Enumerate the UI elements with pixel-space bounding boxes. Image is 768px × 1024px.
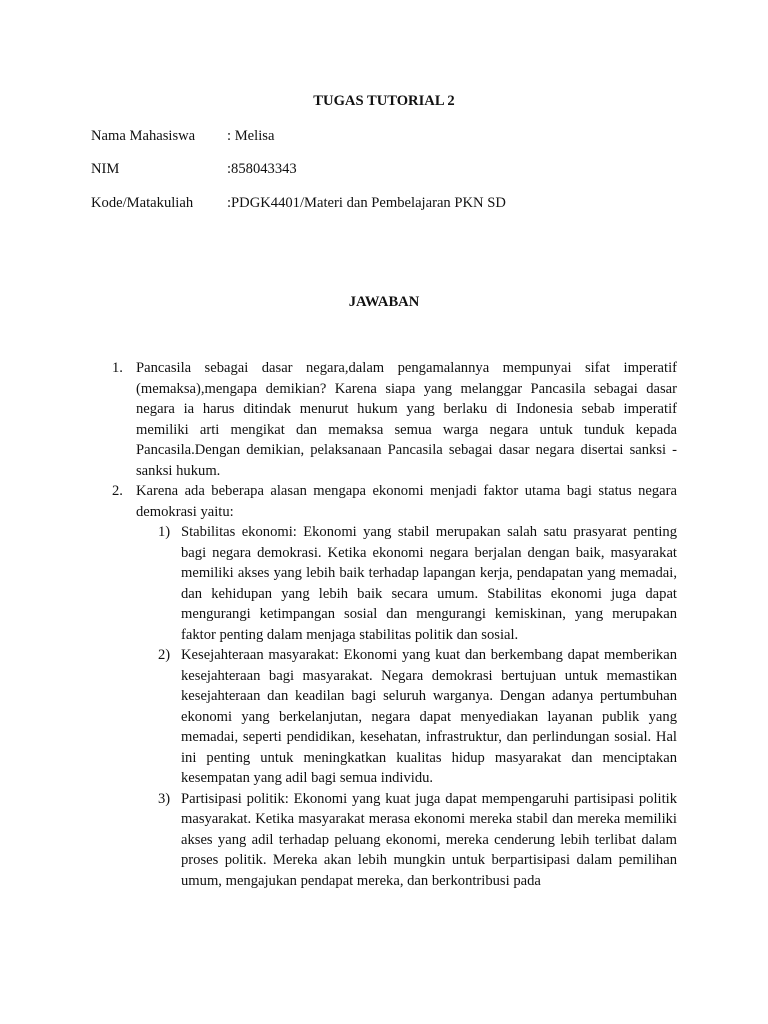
sub-answer-text: Partisipasi politik: Ekonomi yang kuat juga dapat mempengaruhi partisipasi politik masyarakat. Ketika masyarakat merasa ekonomi mereka stabil dan mereka memiliki akses yang adil terhadap peluang ekonomi, mereka cenderung lebih terlibat dalam proses politik. Mereka akan lebih mungkin untuk berpartisipasi dalam pemilihan umum, mengajukan pendapat mereka, dan berkontribusi pada: [181, 790, 677, 889]
info-row-kode: [91, 194, 506, 212]
info-row-nama: [91, 127, 274, 145]
answer-list: [112, 358, 677, 891]
sub-answer-list: [158, 522, 677, 891]
info-label-kode: Kode/Matakuliah: [91, 195, 194, 211]
info-value-nim: :858043343: [227, 161, 297, 177]
info-label-nim: NIM: [91, 161, 120, 177]
sub-answer-number: 1): [158, 524, 171, 540]
info-value-nama: : Melisa: [227, 128, 275, 144]
answer-item-1: [112, 358, 677, 481]
answer-heading: JAWABAN: [348, 294, 420, 310]
info-value-kode: :PDGK4401/Materi dan Pembelajaran PKN SD: [227, 195, 506, 211]
sub-answer-number: 2): [158, 647, 171, 663]
document-title: TUGAS TUTORIAL 2: [313, 93, 455, 109]
info-row-nim: [91, 160, 297, 178]
answer-item-2: [112, 481, 677, 522]
sub-answer-item-2: [158, 645, 677, 789]
sub-answer-text: Kesejahteraan masyarakat: Ekonomi yang kuat dan berkembang dapat memberikan kesejahteraan bagi masyarakat. Negara demokrasi bertujuan untuk memastikan kesejahteraan dan keadilan bagi seluruh warganya. Dengan adanya pertumbuhan ekonomi yang berkelanjutan, negara dapat menyediakan layanan publik yang memadai, seperti pendidikan, kesehatan, infrastruktur, dan perlindungan sosial. Hal ini penting untuk meningkatkan kualitas hidup masyarakat dan menciptakan kesempatan yang adil bagi semua individu.: [181, 647, 677, 786]
answer-number: 2.: [112, 483, 123, 499]
info-label-nama: Nama Mahasiswa: [91, 128, 196, 144]
sub-answer-number: 3): [158, 790, 171, 807]
sub-answer-item-3: [158, 789, 677, 892]
answer-text: Karena ada beberapa alasan mengapa ekonomi menjadi faktor utama bagi status negara demokrasi yaitu:: [136, 483, 677, 520]
sub-answer-item-1: [158, 522, 677, 645]
answer-number: 1.: [112, 360, 123, 376]
sub-answer-text: Stabilitas ekonomi: Ekonomi yang stabil merupakan salah satu prasyarat penting bagi negara demokrasi. Ketika ekonomi negara berjalan dengan baik, masyarakat memiliki akses yang lebih baik terhadap lapangan kerja, pendapatan yang memadai, dan kehidupan yang lebih baik secara umum. Stabilitas ekonomi juga dapat mengurangi ketimpangan sosial dan mengurangi kemiskinan, yang merupakan faktor penting dalam menjaga stabilitas politik dan sosial.: [181, 524, 677, 643]
answer-text: Pancasila sebagai dasar negara,dalam pengamalannya mempunyai sifat imperatif (memaksa),mengapa demikian? Karena siapa yang melanggar Pancasila sebagai dasar negara ia harus ditindak menurut hukum yang berlaku di Indonesia sebab imperatif memiliki arti mengikat dan memaksa semua warga negara untuk tunduk kepada Pancasila.Dengan demikian, pelaksanaan Pancasila sebagai dasar negara disertai sanksi -sanksi hukum.: [136, 360, 677, 479]
